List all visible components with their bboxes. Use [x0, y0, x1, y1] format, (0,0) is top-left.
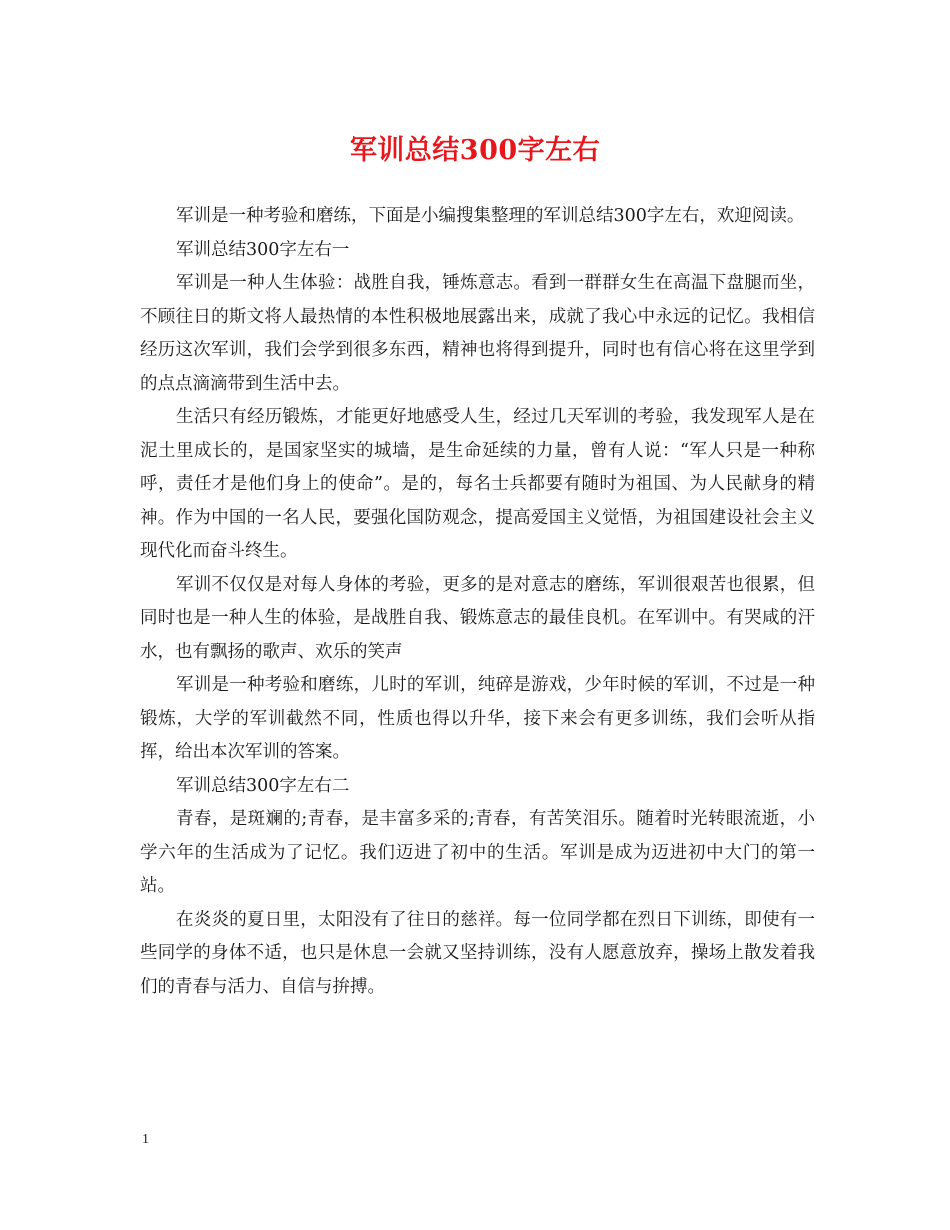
- intro-paragraph: 军训是一种考验和磨练，下面是小编搜集整理的军训总结300字左右，欢迎阅读。: [176, 206, 805, 226]
- body-paragraph: 军训不仅仅是对每人身体的考验，更多的是对意志的磨练，军训很艰苦也很累，但同时也是一种人生的体验，是战胜自我、锻炼意志的最佳良机。在军训中。有哭咸的汗水，也有飘扬的歌声、欢乐的笑声: [140, 574, 815, 662]
- section-heading-one: 军训总结300字左右一: [176, 239, 350, 260]
- body-paragraph: 在炎炎的夏日里，太阳没有了往日的慈祥。每一位同学都在烈日下训练，即使有一些同学的身体不适，也只是休息一会就又坚持训练，没有人愿意放弃，操场上散发着我们的青春与活力、自信与拚搏。: [140, 909, 815, 997]
- document-title: 军训总结300字左右: [349, 135, 601, 166]
- section-heading-two: 军训总结300字左右二: [176, 775, 350, 796]
- body-paragraph: 军训是一种人生体验：战胜自我，锤炼意志。看到一群群女生在高温下盘腿而坐，不顾往日的斯文将人最热情的本性积极地展露出来，成就了我心中永远的记忆。我相信经历这次军训，我们会学到很多东西，精神也将得到提升，同时也有信心将在这里学到的点点滴滴带到生活中去。: [140, 273, 815, 394]
- body-paragraph: 生活只有经历锻炼，才能更好地感受人生，经过几天军训的考验，我发现军人是在泥土里成长的，是国家坚实的城墙，是生命延续的力量，曾有人说：“军人只是一种称呼，责任才是他们身上的使命”。是的，每名士兵都要有随时为祖国、为人民献身的精神。作为中国的一名人民，要强化国防观念，提高爱国主义觉悟，为祖国建设社会主义现代化而奋斗终生。: [140, 407, 815, 561]
- document-body: [140, 200, 815, 1004]
- body-paragraph: 军训是一种考验和磨练，儿时的军训，纯碎是游戏，少年时候的军训，不过是一种锻炼，大学的军训截然不同，性质也得以升华，接下来会有更多训练，我们会听从指挥，给出本次军训的答案。: [140, 675, 815, 762]
- body-paragraph: 青春，是斑斓的;青春，是丰富多采的;青春，有苦笑泪乐。随着时光转眼流逝，小学六年的生活成为了记忆。我们迈进了初中的生活。军训是成为迈进初中大门的第一站。: [140, 809, 815, 896]
- page-number: 1: [142, 1132, 149, 1147]
